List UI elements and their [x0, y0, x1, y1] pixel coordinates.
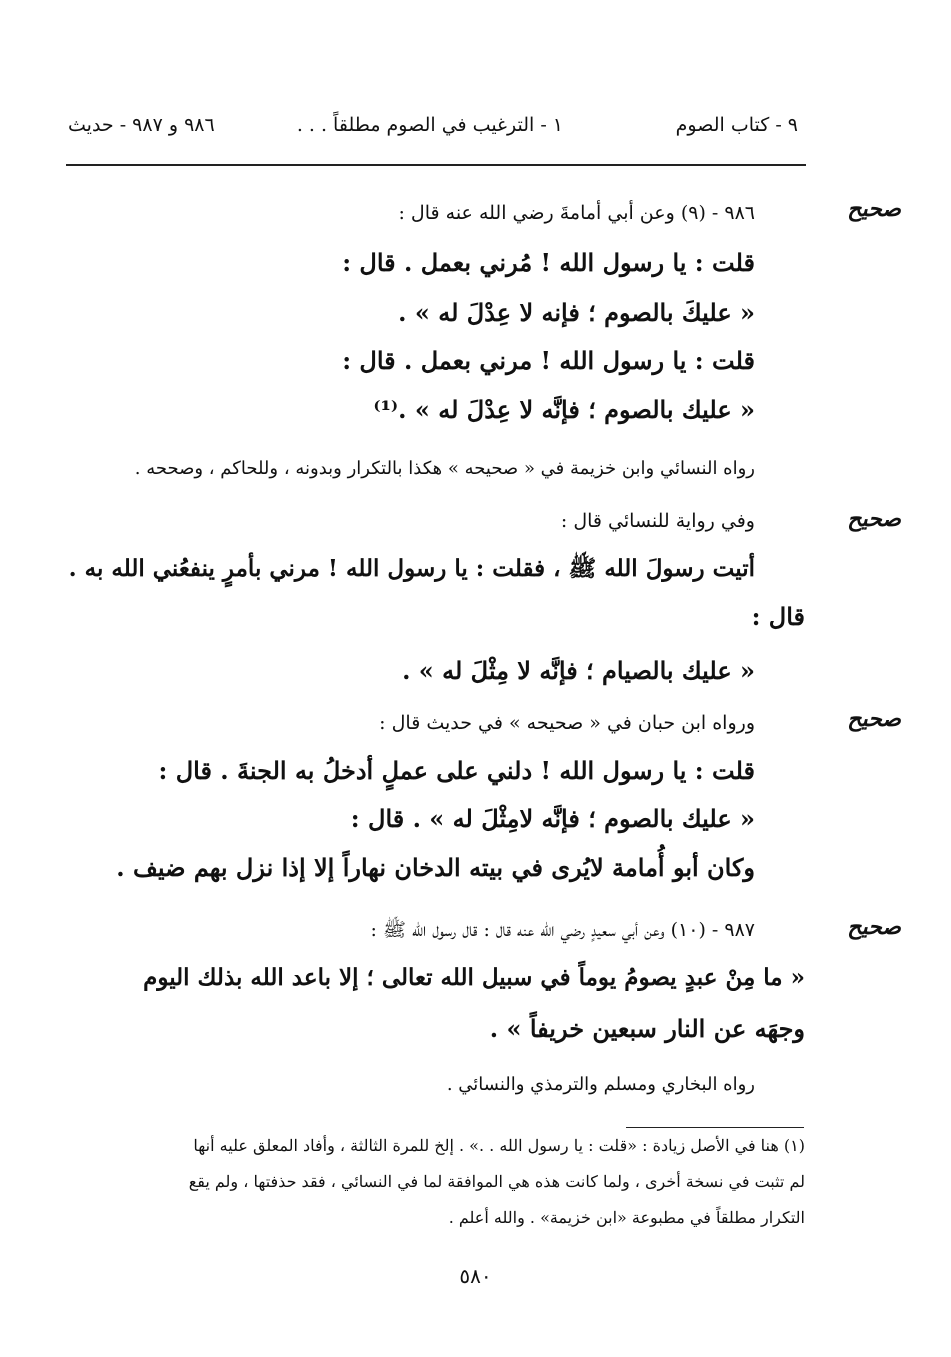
grade-label: صحيح — [847, 196, 901, 222]
hadith-987-takhrij: رواه البخاري ومسلم والترمذي والنسائي . — [446, 1074, 755, 1095]
header-rule — [66, 164, 806, 166]
header-chapter: ٩ - كتاب الصوم — [675, 114, 798, 136]
hadith-986-takhrij: رواه النسائي وابن خزيمة في « صحيحه » هكذا بالتكرار وبدونه ، وللحاكم ، وصححه . — [134, 458, 755, 479]
hadith-987-line-2: وجهَه عن النار سبعين خريفاً » . — [489, 1014, 805, 1043]
footnote-line-3: التكرار مطلقاً في مطبوعة «ابن خزيمة» . والله أعلم . — [448, 1208, 805, 1227]
nasai-line-1: أتيت رسولَ الله ﷺ ، فقلت : يا رسول الله ! مرني بأمرٍ ينفعُني الله به . — [68, 555, 755, 582]
footnote-rule — [626, 1127, 804, 1128]
hadith-987-intro: ٩٨٧ - (١٠) وعن أبي سعيدٍ رضي الله عنه قال : قال رسول الله ﷺ : — [370, 919, 755, 941]
header-hadith-range: ٩٨٦ و ٩٨٧ - حديث — [68, 114, 215, 136]
hadith-986-intro: ٩٨٦ - (٩) وعن أبي أمامةَ رضي الله عنه قال : — [398, 202, 755, 224]
hibban-line-1: قلت : يا رسول الله ! دلني على عملٍ أدخلُ به الجنةَ . قال : — [158, 756, 755, 785]
hibban-line-2: « عليك بالصوم ؛ فإنَّه لامِثْلَ له » . قال : — [350, 804, 755, 833]
nasai-intro: وفي رواية للنسائي قال : — [560, 510, 755, 532]
nasai-line-3: « عليك بالصيام ؛ فإنَّه لا مِثْلَ له » . — [402, 656, 755, 685]
header-section: ١ - الترغيب في الصوم مطلقاً . . . — [296, 114, 563, 136]
grade-label: صحيح — [847, 506, 901, 532]
footnote-line-1: (١) هنا في الأصل زيادة : «قلت : يا رسول الله . .» . إلخ للمرة الثالثة ، وأفاد المعلق عليه أنها — [193, 1136, 805, 1155]
grade-label: صحيح — [847, 914, 901, 940]
footnote-line-2: لم تثبت في نسخة أخرى ، ولما كانت هذه هي الموافقة لما في النسائي ، فقد حذفتها ، ولم يقع — [188, 1172, 805, 1191]
page-number: ٥٨٠ — [459, 1264, 492, 1288]
nasai-line-2: قال : — [751, 602, 805, 631]
hibban-intro: ورواه ابن حبان في « صحيحه » في حديث قال : — [379, 712, 755, 734]
grade-label: صحيح — [847, 706, 901, 732]
hadith-986-line-1: قلت : يا رسول الله ! مُرني بعمل . قال : — [342, 248, 755, 277]
running-header — [68, 114, 798, 148]
hadith-986-line-3: قلت : يا رسول الله ! مرني بعمل . قال : — [342, 346, 755, 375]
hadith-986-line-2: « عليكَ بالصوم ؛ فإنه لا عِدْلَ له » . — [398, 298, 755, 327]
hadith-986-line-4: « عليك بالصوم ؛ فإنَّه لا عِدْلَ له » .⁽¹⁾ — [373, 395, 755, 424]
hibban-line-3: وكان أبو أُمامة لايُرى في بيته الدخان نهاراً إلا إذا نزل بهم ضيف . — [116, 853, 755, 882]
hadith-987-line-1: « ما مِنْ عبدٍ يصومُ يوماً في سبيل الله تعالى ؛ إلا باعد الله بذلك اليوم — [143, 964, 805, 991]
